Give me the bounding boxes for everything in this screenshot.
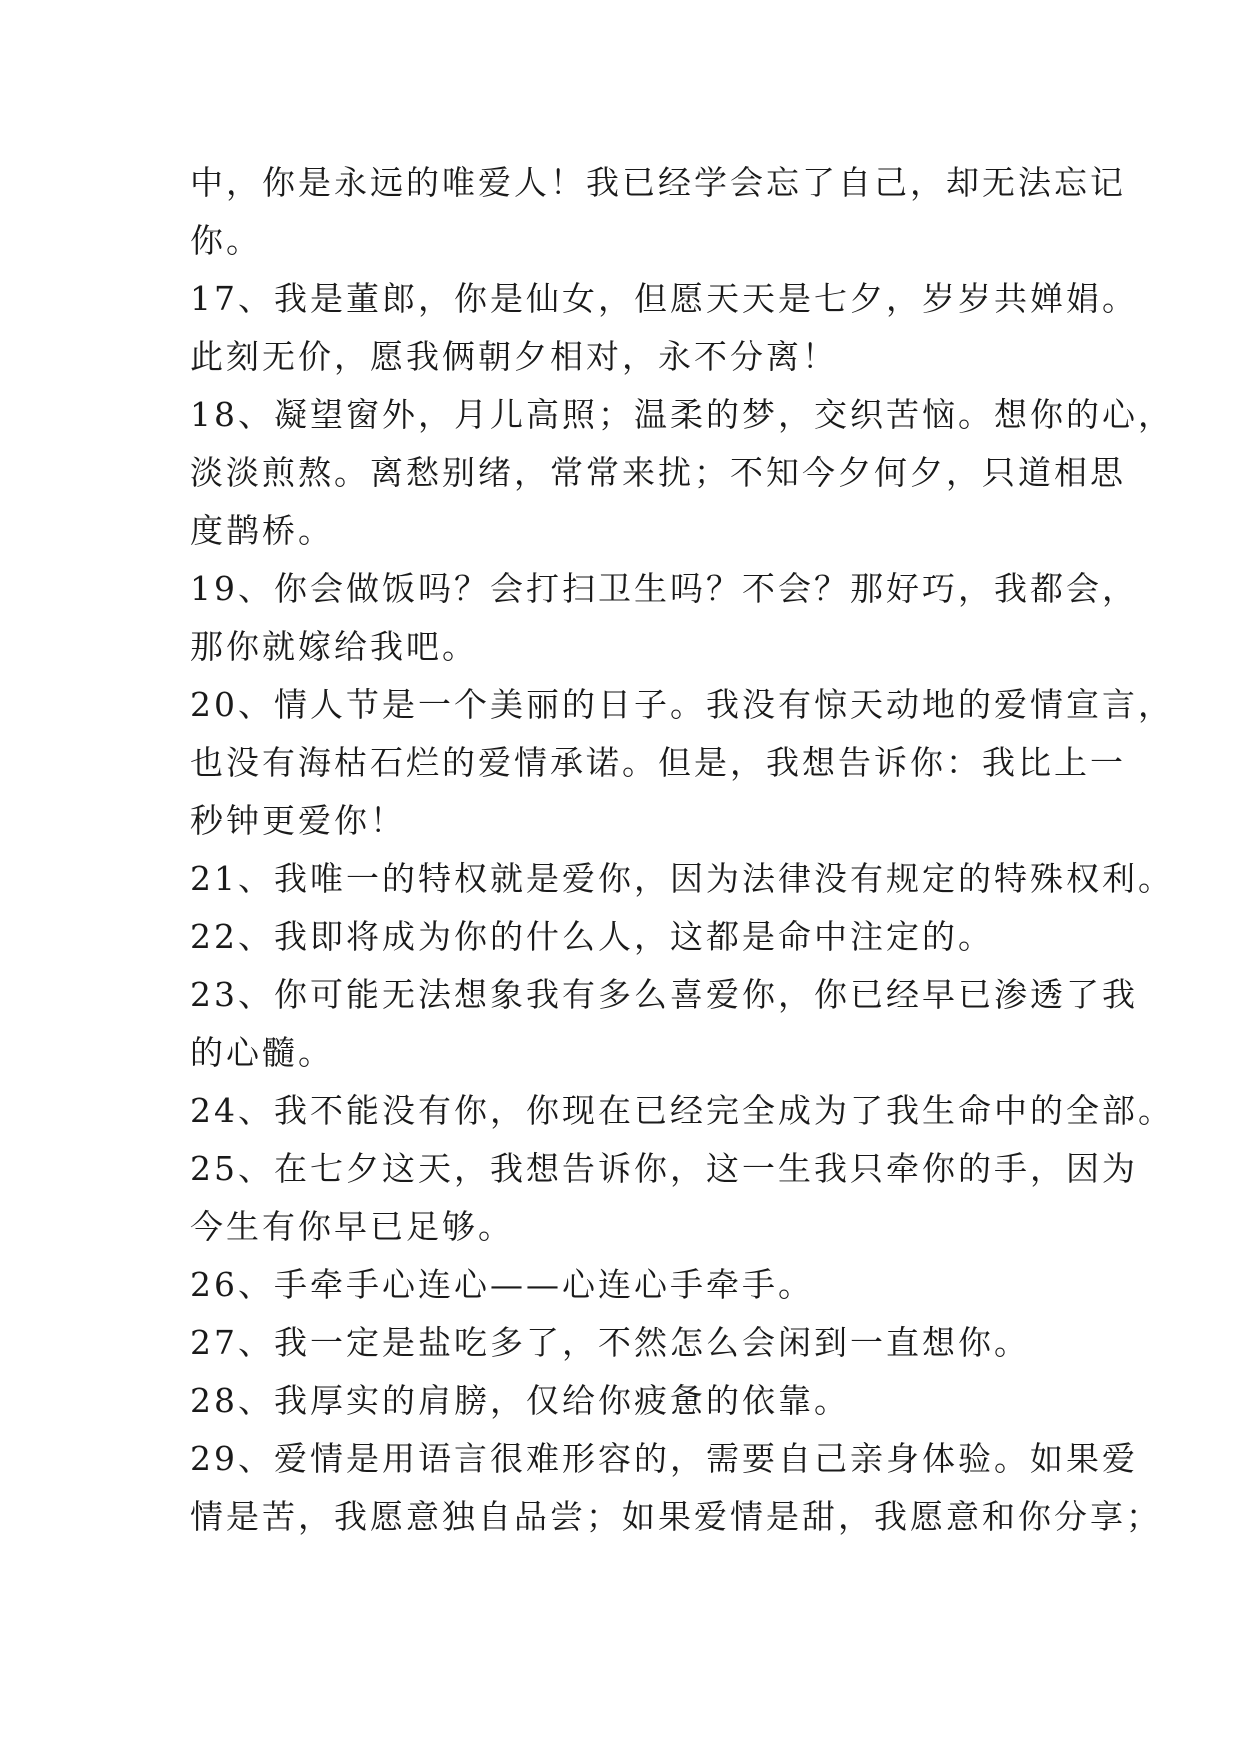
text-line: 26、手牵手心连心——心连心手牵手。 xyxy=(190,1265,814,1304)
text-line: 那你就嫁给我吧。 xyxy=(190,627,478,666)
text-line: 此刻无价，愿我俩朝夕相对，永不分离！ xyxy=(190,337,838,376)
text-line: 20、情人节是一个美丽的日子。我没有惊天动地的爱情宣言， xyxy=(190,685,1174,724)
text-line: 22、我即将成为你的什么人，这都是命中注定的。 xyxy=(190,917,994,956)
text-line: 19、你会做饭吗？会打扫卫生吗？不会？那好巧，我都会， xyxy=(190,569,1138,608)
text-line: 23、你可能无法想象我有多么喜爱你，你已经早已渗透了我 xyxy=(190,975,1138,1014)
text-line: 今生有你早已足够。 xyxy=(190,1207,514,1246)
text-line: 27、我一定是盐吃多了，不然怎么会闲到一直想你。 xyxy=(190,1323,1030,1362)
text-line: 你。 xyxy=(190,221,262,260)
text-line: 21、我唯一的特权就是爱你，因为法律没有规定的特殊权利。 xyxy=(190,859,1174,898)
text-line: 情是苦，我愿意独自品尝；如果爱情是甜，我愿意和你分享； xyxy=(190,1497,1162,1536)
text-line: 24、我不能没有你，你现在已经完全成为了我生命中的全部。 xyxy=(190,1091,1174,1130)
text-line: 淡淡煎熬。离愁别绪，常常来扰；不知今夕何夕，只道相思 xyxy=(190,453,1126,492)
text-line: 29、爱情是用语言很难形容的，需要自己亲身体验。如果爱 xyxy=(190,1439,1138,1478)
text-line: 28、我厚实的肩膀，仅给你疲惫的依靠。 xyxy=(190,1381,850,1420)
text-line: 中，你是永远的唯爱人！我已经学会忘了自己，却无法忘记 xyxy=(190,163,1126,202)
text-line: 也没有海枯石烂的爱情承诺。但是，我想告诉你：我比上一 xyxy=(190,743,1126,782)
text-line: 度鹊桥。 xyxy=(190,511,334,550)
text-line: 17、我是董郎，你是仙女，但愿天天是七夕，岁岁共婵娟。 xyxy=(190,279,1138,318)
text-line: 25、在七夕这天，我想告诉你，这一生我只牵你的手，因为 xyxy=(190,1149,1138,1188)
text-line: 秒钟更爱你！ xyxy=(190,801,406,840)
text-line: 18、凝望窗外，月儿高照；温柔的梦，交织苦恼。想你的心， xyxy=(190,395,1174,434)
text-body xyxy=(190,154,1174,1546)
text-line: 的心髓。 xyxy=(190,1033,334,1072)
